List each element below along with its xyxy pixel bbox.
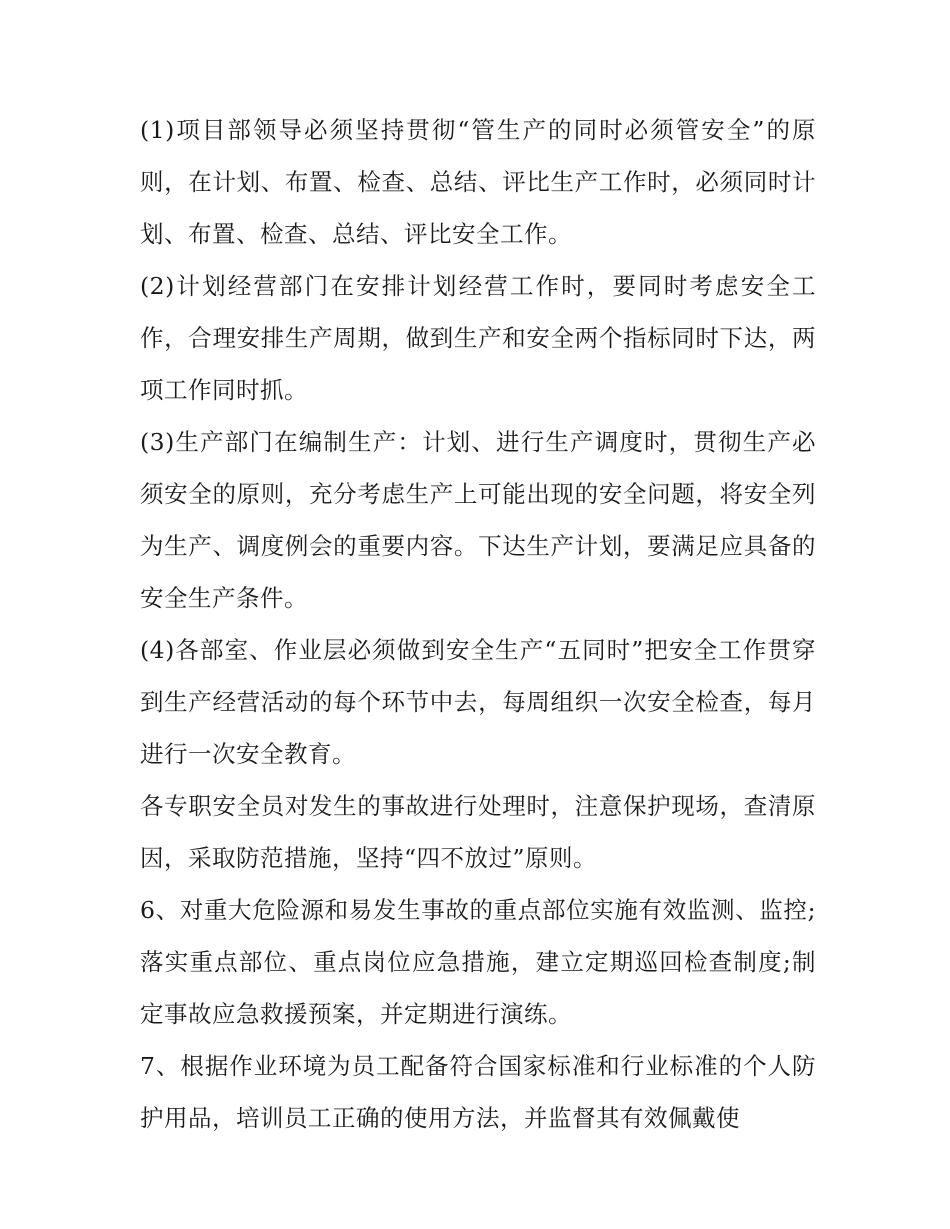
paragraph-5: 各专职安全员对发生的事故进行处理时，注意保护现场，查清原因，采取防范措施，坚持“四不放过”原则。 [140, 792, 816, 872]
paragraph-7: 7、根据作业环境为员工配备符合国家标准和行业标准的个人防护用品，培训员工正确的使用方法，并监督其有效佩戴使 [140, 1052, 816, 1132]
paragraph-3: (3)生产部门在编制生产：计划、进行生产调度时，贯彻生产必须安全的原则，充分考虑生产上可能出现的安全问题，将安全列为生产、调度例会的重要内容。下达生产计划，要满足应具备的安全生产条件。 [140, 428, 816, 612]
paragraph-1: (1)项目部领导必须坚持贯彻“管生产的同时必须管安全”的原则，在计划、布置、检查、总结、评比生产工作时，必须同时计划、布置、检查、总结、评比安全工作。 [140, 116, 816, 248]
paragraph-2: (2)计划经营部门在安排计划经营工作时，要同时考虑安全工作，合理安排生产周期，做到生产和安全两个指标同时下达，两项工作同时抓。 [140, 272, 816, 404]
paragraph-4: (4)各部室、作业层必须做到安全生产“五同时”把安全工作贯穿到生产经营活动的每个环节中去，每周组织一次安全检查，每月进行一次安全教育。 [140, 636, 816, 768]
document-body [140, 104, 816, 1144]
paragraph-6: 6、对重大危险源和易发生事故的重点部位实施有效监测、监控;落实重点部位、重点岗位应急措施，建立定期巡回检查制度;制定事故应急救援预案，并定期进行演练。 [140, 896, 816, 1028]
